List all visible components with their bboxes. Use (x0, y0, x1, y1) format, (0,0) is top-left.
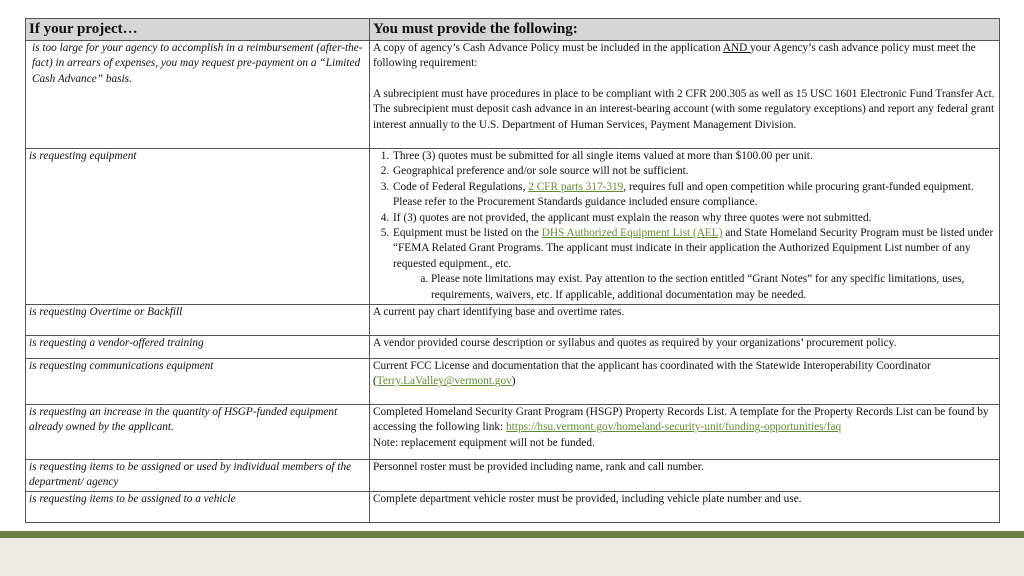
requirement-text: your Agency’s cash advance policy must meet the following requirement: (373, 42, 976, 70)
requirement-individual-members: Personnel roster must be provided including name, rank and call number. (370, 460, 1000, 492)
list-item: 2. Geographical preference and/or sole source will not be sufficient. (392, 164, 996, 179)
list-item: 5. Equipment must be listed on the DHS Authorized Equipment List (AEL) and State Homeland Security Program must be listed under “FEMA Related Grant Programs. The applicant must indicate in their application the Authorized Equipment List number of any requested equipment., etc. a. Please note limitations may exist. Pay attention to the section entitled “Grant Notes” for any specific limitations, uses, requirements, waivers, etc. If applicable, additional documentation may be needed. (392, 226, 996, 303)
cfr-parts-link[interactable]: 2 CFR parts 317-319 (528, 180, 624, 193)
requirement-vehicle: Complete department vehicle roster must be provided, including vehicle plate number and use. (370, 491, 1000, 522)
requirement-equipment (370, 149, 1000, 305)
condition-equipment: is requesting equipment (26, 149, 370, 305)
list-item: a. Please note limitations may exist. Pay attention to the section entitled “Grant Notes” for any specific limitations, uses, requirements, waivers, etc. If applicable, additional documentation may be needed. (431, 272, 996, 303)
condition-vehicle: is requesting items to be assigned to a vehicle (26, 491, 370, 522)
requirement-text: A copy of agency’s Cash Advance Policy must be included in the application (373, 42, 723, 54)
requirement-training: A vendor provided course description or syllabus and quotes as required by your organizations’ procurement policy. (370, 336, 1000, 359)
requirement-hsgp-equipment: Completed Homeland Security Grant Program (HSGP) Property Records List. A template for the Property Records List can be found by accessing the following link: https://hsu.vermont.gov/homeland-security-unit/funding-opportunities/faq Note: replacement equipment will not be funded. (370, 405, 1000, 460)
list-item: 1. Three (3) quotes must be submitted for all single items valued at more than $100.00 per unit. (392, 149, 996, 164)
requirement-communications: Current FCC License and documentation that the applicant has coordinated with the Statewide Interoperability Coordinator (Terry.LaValley@vermont.gov) (370, 359, 1000, 405)
condition-overtime: is requesting Overtime or Backfill (26, 305, 370, 336)
table-row (26, 405, 1000, 460)
list-item: 3. Code of Federal Regulations, 2 CFR parts 317-319, requires full and open competition while procuring grant-funded equipment. Please refer to the Procurement Standards guidance included ensure compliance. (392, 180, 996, 211)
equipment-requirements-list (373, 149, 996, 303)
condition-training: is requesting a vendor-offered training (26, 336, 370, 359)
condition-individual-members: is requesting items to be assigned or used by individual members of the department/ agency (26, 460, 370, 492)
footer-band (0, 538, 1024, 576)
table-row (26, 41, 1000, 149)
table-header-row (26, 19, 1000, 41)
table-row (26, 460, 1000, 492)
hsu-faq-link[interactable]: https://hsu.vermont.gov/homeland-security-unit/funding-opportunities/faq (506, 421, 842, 434)
table-row (26, 336, 1000, 359)
coordinator-email-link[interactable]: Terry.LaValley@vermont.gov (376, 375, 512, 388)
ael-link[interactable]: DHS Authorized Equipment List (AEL) (541, 227, 723, 240)
table-row (26, 305, 1000, 336)
and-emphasis: AND (722, 42, 751, 54)
header-if-project: If your project… (26, 19, 370, 41)
requirement-overtime: A current pay chart identifying base and overtime rates. (370, 305, 1000, 336)
header-must-provide: You must provide the following: (370, 19, 1000, 41)
list-item: 4. If (3) quotes are not provided, the applicant must explain the reason why three quotes were not submitted. (392, 211, 996, 226)
requirement-paragraph: A subrecipient must have procedures in place to be compliant with 2 CFR 200.305 as well as 15 USC 1601 Electronic Fund Transfer Act. The subrecipient must deposit cash advance in an interest-bearing account (with some regulatory exceptions) and report any federal grant interest annually to the U.S. Department of Human Services, Payment Management Division. (373, 87, 995, 131)
equipment-sublist (393, 272, 996, 303)
requirements-table (25, 18, 1000, 523)
requirement-cash-advance (370, 41, 1000, 149)
footer-accent-bar (0, 531, 1024, 538)
table-row (26, 359, 1000, 405)
condition-cash-advance: is too large for your agency to accomplish in a reimbursement (after-the-fact) in arrears of expenses, you may request pre-payment on a “Limited Cash Advance” basis. (26, 41, 370, 149)
table-row (26, 491, 1000, 522)
condition-hsgp-equipment: is requesting an increase in the quantity of HSGP-funded equipment already owned by the applicant. (26, 405, 370, 460)
table-row (26, 149, 1000, 305)
condition-communications: is requesting communications equipment (26, 359, 370, 405)
